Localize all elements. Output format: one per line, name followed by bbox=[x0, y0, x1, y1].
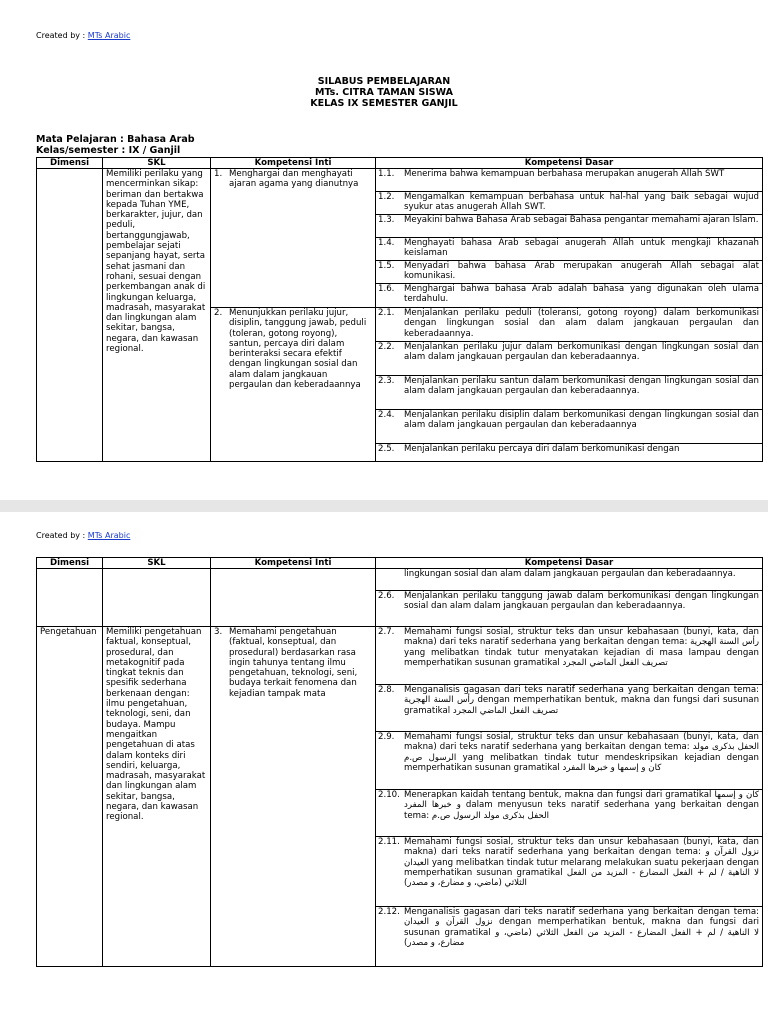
kd-cell bbox=[376, 627, 763, 967]
dimensi-cell: Pengetahuan bbox=[37, 627, 103, 967]
subject-line: Mata Pelajaran : Bahasa Arab bbox=[36, 134, 195, 145]
header-skl: SKL bbox=[103, 158, 211, 169]
kd-item: 2.2. Menjalankan perilaku jujur dalam berkomunikasi dengan lingkungan sosial dan alam dalam jangkauan pergaulan dan keberadaannya. bbox=[376, 342, 762, 376]
ki-cell bbox=[211, 627, 376, 967]
page-1 bbox=[0, 0, 768, 500]
skl-cell: Memiliki pengetahuan faktual, konseptual, prosedural, dan metakognitif pada tingkat teknis dan spesifik sederhana berkenaan dengan: ilmu pengetahuan, teknologi, seni, dan budaya. Mampu mengaitkan pengetahuan di atas dalam konteks diri sendiri, keluarga, madrasah, masyarakat dan lingkungan alam sekitar, bangsa, negara, dan kawasan regional. bbox=[103, 627, 211, 967]
kd-cell bbox=[376, 308, 763, 462]
title-line-2: MTs. CITRA TAMAN SISWA bbox=[315, 87, 453, 98]
skl-cell bbox=[103, 569, 211, 627]
kd-item: 2.1. Menjalankan perilaku peduli (toleransi, gotong royong) dalam berkomunikasi dengan lingkungan sosial dan alam dalam jangkauan pergaulan dan keberadaannya. bbox=[376, 308, 762, 342]
document-title bbox=[0, 76, 768, 109]
kd-item: 2.12. Menganalisis gagasan dari teks naratif sederhana yang berkaitan dengan tema: نزول القرآن و العيدان dengan memperhatikan bentuk, makna dan fungsi dari susunan gramatikal لا الناهية / لم + الفعل المضارع - المزيد من الفعل الثلاثي (ماضي، و مضارع، و مصدر) bbox=[378, 907, 760, 948]
header-kompetensi-inti: Kompetensi Inti bbox=[211, 158, 376, 169]
page-separator bbox=[0, 500, 768, 512]
header-skl: SKL bbox=[103, 558, 211, 569]
kd-item: 1.4. Menghayati bahasa Arab sebagai anugerah Allah untuk mengkaji khazanah keislaman bbox=[376, 238, 762, 261]
kd-item: 2.10. Menerapkan kaidah tentang bentuk, makna dan fungsi dari gramatikal كان و إسمها و خبرها المفرد dalam menyusun teks naratif sederhana yang berkaitan dengan tema: الحفل بذكرى مولد الرسول ص.م bbox=[376, 790, 762, 837]
created-by-line bbox=[36, 531, 130, 540]
class-semester-line: Kelas/semester : IX / Ganjil bbox=[36, 145, 181, 156]
created-by-label: Created by : bbox=[36, 531, 88, 540]
creator-link[interactable]: MTs Arabic bbox=[87, 31, 131, 40]
kd-cell bbox=[376, 569, 763, 627]
table-header-row bbox=[37, 158, 763, 169]
kd-item: 2.5. Menjalankan perilaku percaya diri dalam berkomunikasi dengan bbox=[378, 444, 680, 454]
syllabus-table-page-2 bbox=[36, 557, 763, 967]
header-kompetensi-inti: Kompetensi Inti bbox=[211, 558, 376, 569]
syllabus-table-page-1 bbox=[36, 157, 763, 462]
ki-text: Menghargai dan menghayati ajaran agama yang dianutnya bbox=[229, 169, 359, 190]
kd-item: 1.6. Menghargai bahwa bahasa Arab adalah bahasa yang digunakan oleh ulama terdahulu. bbox=[378, 284, 759, 305]
table-row bbox=[37, 627, 763, 967]
kd-item: 1.1. Menerima bahwa kemampuan berbahasa merupakan anugerah Allah SWT bbox=[376, 169, 762, 192]
kd-cell bbox=[376, 169, 763, 308]
header-kompetensi-dasar: Kompetensi Dasar bbox=[376, 158, 763, 169]
ki-text: Menunjukkan perilaku jujur, disiplin, tanggung jawab, peduli (toleran, gotong royong), santun, percaya diri dalam berinteraksi secara efektif dengan lingkungan sosial dan alam dalam jangkauan pergaulan dan keberadaannya bbox=[229, 308, 367, 391]
ki-number: 3. bbox=[214, 627, 223, 637]
created-by-line bbox=[36, 31, 130, 40]
page-2 bbox=[0, 512, 768, 1024]
title-line-3: KELAS IX SEMESTER GANJIL bbox=[310, 98, 458, 109]
title-line-1: SILABUS PEMBELAJARAN bbox=[317, 76, 451, 87]
header-kompetensi-dasar: Kompetensi Dasar bbox=[376, 558, 763, 569]
kd-item: 2.11. Memahami fungsi sosial, struktur teks dan unsur kebahasaan (bunyi, kata, dan makna) dari teks naratif sederhana yang berkaitan dengan tema: نزول القرآن و العيدان yang melibatkan tindak tutur melarang melakukan suatu pekerjaan dengan memperhatikan susunan gramatikal لا الناهية / لم + الفعل المضارع - المزيد من الفعل الثلاثي (ماضي، و مضارع، و مصدر) bbox=[376, 837, 762, 907]
kd-item: 2.8. Menganalisis gagasan dari teks naratif sederhana yang berkaitan dengan tema: رأس السنة الهجرية dengan memperhatikan bentuk, makna dan fungsi dari susunan gramatikal تصريف الفعل الماضي المجرد bbox=[376, 685, 762, 732]
kd-item: lingkungan sosial dan alam dalam jangkauan pergaulan dan keberadaannya. bbox=[376, 569, 762, 591]
ki-number: 1. bbox=[214, 169, 223, 179]
kd-item: 2.9. Memahami fungsi sosial, struktur teks dan unsur kebahasaan (bunyi, kata, dan makna) dari teks naratif sederhana yang berkaitan dengan tema: الحفل بذكرى مولد الرسول ص.م yang melibatkan tindak tutur mendeskripsikan kejadian dengan memperhatikan susunan gramatikal كان و إسمها و خبرها المفرد bbox=[376, 732, 762, 790]
ki-text: Memahami pengetahuan (faktual, konseptual, dan prosedural) berdasarkan rasa ingin tahunya tentang ilmu pengetahuan, teknologi, seni, budaya terkait fenomena dan kejadian tampak mata bbox=[229, 627, 358, 699]
ki-cell bbox=[211, 169, 376, 308]
kd-item: 2.4. Menjalankan perilaku disiplin dalam berkomunikasi dengan lingkungan sosial dan alam dalam jangkauan pergaulan dan keberadaannya bbox=[376, 410, 762, 444]
table-header-row bbox=[37, 558, 763, 569]
kd-item: 2.3. Menjalankan perilaku santun dalam berkomunikasi dengan lingkungan sosial dan alam dalam jangkauan pergaulan dan keberadaannya. bbox=[376, 376, 762, 410]
dimensi-cell bbox=[37, 169, 103, 462]
ki-cell bbox=[211, 308, 376, 462]
ki-number: 2. bbox=[214, 308, 223, 318]
table-row bbox=[37, 569, 763, 627]
kd-item: 1.2. Mengamalkan kemampuan berbahasa untuk hal-hal yang baik sebagai wujud syukur atas anugerah Allah SWT. bbox=[376, 192, 762, 215]
kd-item: 2.6. Menjalankan perilaku tanggung jawab dalam berkomunikasi dengan lingkungan sosial dan alam dalam jangkauan pergaulan dan keberadaannya. bbox=[378, 591, 759, 612]
subject-meta bbox=[36, 134, 195, 156]
kd-item: 2.7. Memahami fungsi sosial, struktur teks dan unsur kebahasaan (bunyi, kata, dan makna) dari teks naratif sederhana yang berkaitan dengan tema: رأس السنة الهجرية yang melibatkan tindak tutur menyatakan kejadian di masa lampau dengan memperhatikan susunan gramatikal تصريف الفعل الماضي المجرد bbox=[376, 627, 762, 685]
header-dimensi: Dimensi bbox=[37, 158, 103, 169]
created-by-label: Created by : bbox=[36, 31, 88, 40]
creator-link[interactable]: MTs Arabic bbox=[87, 531, 131, 540]
header-dimensi: Dimensi bbox=[37, 558, 103, 569]
ki-cell bbox=[211, 569, 376, 627]
kd-item: 1.5. Menyadari bahwa bahasa Arab merupakan anugerah Allah sebagai alat komunikasi. bbox=[376, 261, 762, 284]
kd-item: 1.3. Meyakini bahwa Bahasa Arab sebagai Bahasa pengantar memahami ajaran Islam. bbox=[376, 215, 762, 238]
dimensi-cell bbox=[37, 569, 103, 627]
skl-cell: Memiliki perilaku yang mencerminkan sikap: beriman dan bertakwa kepada Tuhan YME, berkarakter, jujur, dan peduli, bertanggungjawab, pembelajar sejati sepanjang hayat, serta sehat jasmani dan rohani, sesuai dengan perkembangan anak di lingkungan keluarga, madrasah, masyarakat dan lingkungan alam sekitar, bangsa, negara, dan kawasan regional. bbox=[103, 169, 211, 462]
table-row bbox=[37, 169, 763, 308]
